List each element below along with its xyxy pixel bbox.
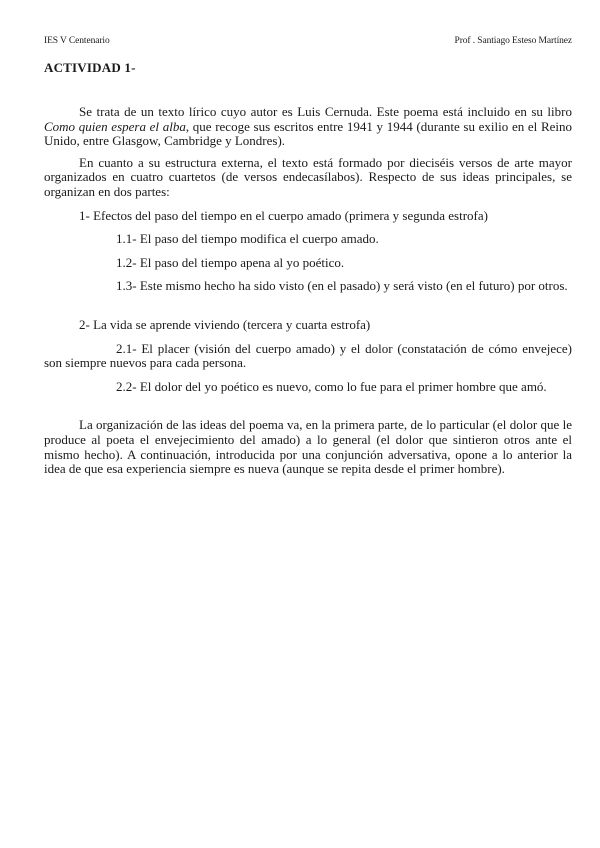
intro-text-start: Se trata de un texto lírico cuyo autor es Luis Cernuda. Este poema está incluido en su libro [79, 104, 572, 119]
part1-item: 1.2- El paso del tiempo apena al yo poético. [116, 254, 345, 270]
part2-item: 2.2- El dolor del yo poético es nuevo, como lo fue para el primer hombre que amó. [116, 378, 547, 394]
header-teacher: Prof . Santiago Esteso Martínez [454, 36, 572, 46]
part1-heading: 1- Efectos del paso del tiempo en el cuerpo amado (primera y segunda estrofa) [79, 207, 488, 223]
part1-item: 1.1- El paso del tiempo modifica el cuerpo amado. [116, 231, 379, 247]
structure-paragraph: En cuanto a su estructura externa, el texto está formado por dieciséis versos de arte mayor organizados en cuatro cuartetos (de versos endecasílabos). Respecto de sus ideas principales, se organizan en dos partes: [44, 154, 572, 199]
part1-item: 1.3- Este mismo hecho ha sido visto (en el pasado) y será visto (en el futuro) por otros. [116, 278, 568, 294]
header-school: IES V Centenario [44, 36, 110, 46]
intro-text-end: , que recoge sus escritos entre 1941 y 1944 (durante su exilio en el Reino Unido, entre Glasgow, Cambridge y Londres). [44, 118, 573, 149]
activity-title: ACTIVIDAD 1- [44, 60, 136, 75]
page-header [44, 36, 572, 50]
part2-item: 2.1- El placer (visión del cuerpo amado) y el dolor (constatación de cómo envejece) son siempre nuevos para cada persona. [44, 340, 572, 371]
part2-heading: 2- La vida se aprende viviendo (tercera y cuarta estrofa) [79, 316, 371, 332]
intro-paragraph [44, 105, 572, 149]
document-page [44, 36, 572, 477]
conclusion-paragraph: La organización de las ideas del poema va, en la primera parte, de lo particular (el dolor que le produce al poeta el envejecimiento del amado) a lo general (el dolor que sintieron otros ante el mismo hecho). A continuación, introducida por una conjunción adversativa, opone a lo anterior la idea de que esa experiencia siempre es nueva (aunque se repita desde el primer hombre). [44, 417, 572, 477]
book-title: Como quien espera el alba [44, 118, 186, 134]
